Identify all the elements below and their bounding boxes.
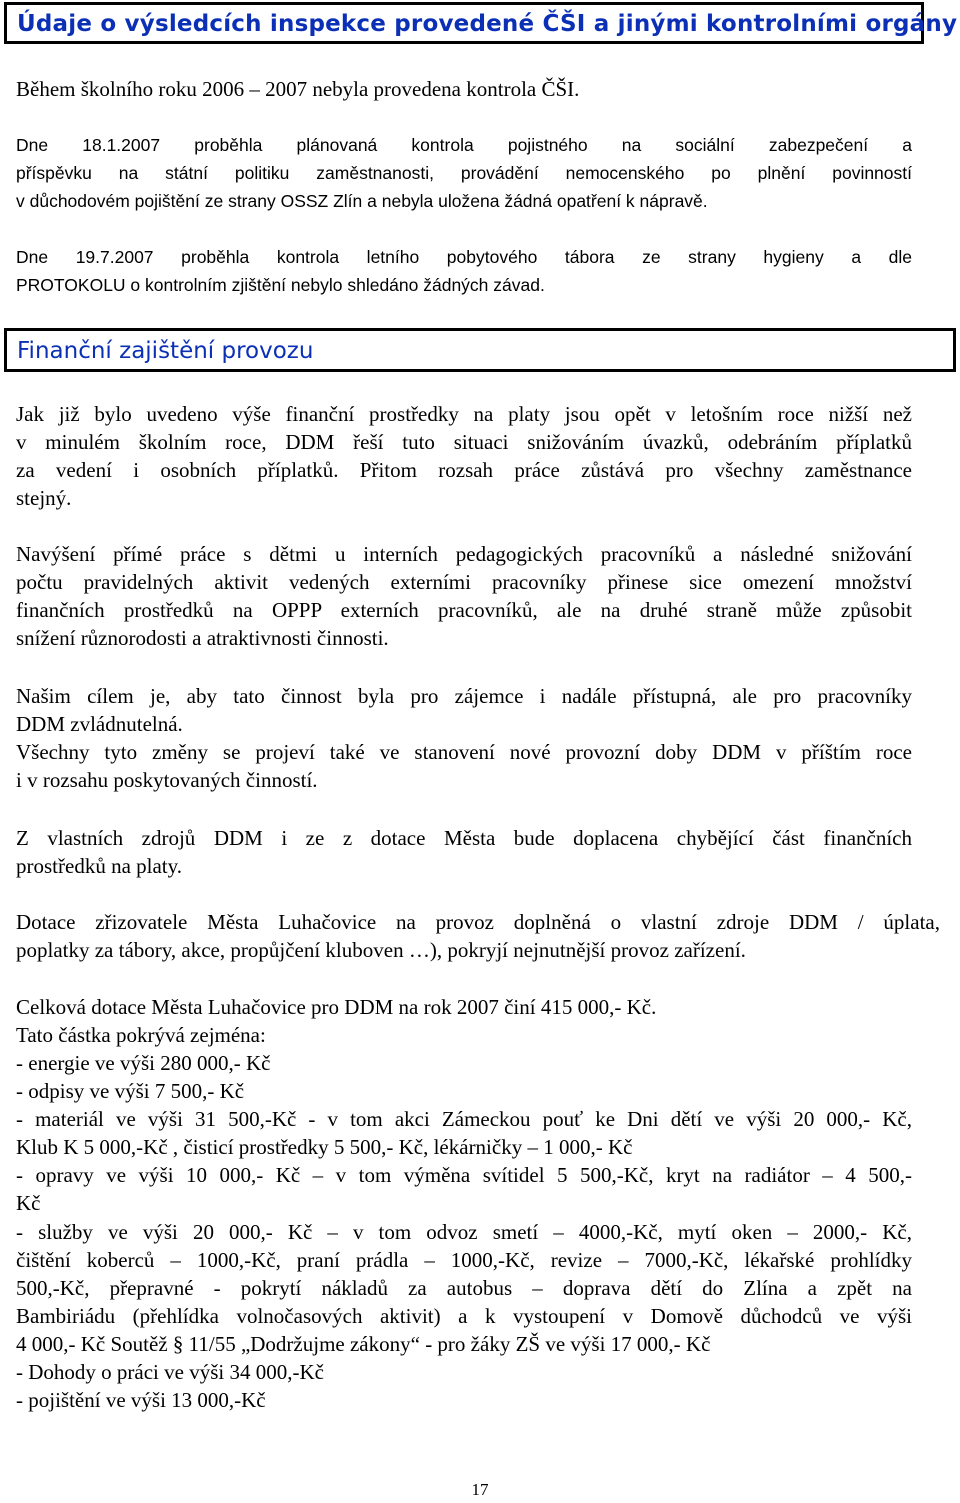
text-line: Tato částka pokrývá zejména: <box>16 1023 266 1047</box>
page-number: 17 <box>471 1480 489 1499</box>
text-line: Jak již bylo uvedeno výše finanční prostředky na platy jsou opět v letošním roce nižší než <box>16 402 912 426</box>
list-item: - energie ve výši 280 000,- Kč <box>16 1051 271 1075</box>
list-item: - materiál ve výši 31 500,-Kč - v tom akci Zámeckou pouť ke Dni dětí ve výši 20 000,- Kč, <box>16 1107 912 1131</box>
text-line: Celková dotace Města Luhačovice pro DDM na rok 2007 činí 415 000,- Kč. <box>16 995 657 1019</box>
text-line: poplatky za tábory, akce, propůjčení kluboven …), pokryjí nejnutnější provoz zařízení. <box>16 938 746 962</box>
text-line: i v rozsahu poskytovaných činností. <box>16 768 318 792</box>
no-inspection-text: Během školního roku 2006 – 2007 nebyla provedena kontrola ČŠI. <box>16 77 580 101</box>
text-line: DDM zvládnutelná. <box>16 712 183 736</box>
text-line: Kč <box>16 1191 41 1215</box>
text-line: Bambiriádu (přehlídka volnočasových aktivit) a k vystoupení v Domově důchodců ve výši <box>16 1304 912 1328</box>
text-line: snížení různorodosti a atraktivnosti činnosti. <box>16 626 389 650</box>
text-line: finančních prostředků na OPPP externích pracovníků, ale na druhé straně může způsobit <box>16 598 912 622</box>
text-line: Navýšení přímé práce s dětmi u interních pedagogických pracovníků a následné snižování <box>16 542 912 566</box>
text-line: čištění koberců – 1000,-Kč, praní prádla – 1000,-Kč, revize – 7000,-Kč, lékařské prohlídky <box>16 1248 912 1272</box>
text-line: stejný. <box>16 486 72 510</box>
text-line: za vedení i osobních příplatků. Přitom rozsah práce zůstává pro všechny zaměstnance <box>16 458 912 482</box>
text-line: 4 000,- Kč Soutěž § 11/55 „Dodržujme zákony“ - pro žáky ZŠ ve výši 17 000,- Kč <box>16 1332 711 1356</box>
text-line: Z vlastních zdrojů DDM i ze z dotace Města bude doplacena chybějící část finančních <box>16 826 912 850</box>
list-item: - pojištění ve výši 13 000,-Kč <box>16 1388 266 1412</box>
list-item: - odpisy ve výši 7 500,- Kč <box>16 1079 245 1103</box>
text-line: prostředků na platy. <box>16 854 183 878</box>
text-line: PROTOKOLU o kontrolním zjištění nebylo shledáno žádných závad. <box>16 275 545 295</box>
text-line: Dne 18.1.2007 proběhla plánovaná kontrola pojistného na sociální zabezpečení a <box>16 135 912 155</box>
text-line: počtu pravidelných aktivit vedených externími pracovníky přinese sice omezení množství <box>16 570 912 594</box>
finance-heading: Finanční zajištění provozu <box>4 328 956 372</box>
text-line: v důchodovém pojištění ze strany OSSZ Zlín a nebyla uložena žádná opatření k nápravě. <box>16 191 708 211</box>
text-line: v minulém školním roce, DDM řeší tuto situaci snižováním úvazků, odebráním příplatků <box>16 430 912 454</box>
list-item: - Dohody o práci ve výši 34 000,-Kč <box>16 1360 324 1384</box>
text-line: Všechny tyto změny se projeví také ve stanovení nové provozní doby DDM v příštím roce <box>16 740 912 764</box>
text-line: 500,-Kč, přepravné - pokrytí nákladů za autobus – doprava dětí do Zlína a zpět na <box>16 1276 912 1300</box>
inspection-heading: Údaje o výsledcích inspekce provedené ČŠI a jinými kontrolními orgány <box>4 2 924 44</box>
text-line: příspěvku na státní politiku zaměstnanosti, provádění nemocenského po plnění povinností <box>16 163 912 183</box>
text-line: Klub K 5 000,-Kč , čisticí prostředky 5 500,- Kč, lékárničky – 1 000,- Kč <box>16 1135 633 1159</box>
list-item: - služby ve výši 20 000,- Kč – v tom odvoz smetí – 4000,-Kč, mytí oken – 2000,- Kč, <box>16 1220 912 1244</box>
text-line: Našim cílem je, aby tato činnost byla pro zájemce i nadále přístupná, ale pro pracovníky <box>16 684 912 708</box>
text-line: Dotace zřizovatele Města Luhačovice na provoz doplněná o vlastní zdroje DDM / úplata, <box>16 910 940 934</box>
text-line: Dne 19.7.2007 proběhla kontrola letního pobytového tábora ze strany hygieny a dle <box>16 247 912 267</box>
list-item: - opravy ve výši 10 000,- Kč – v tom výměna svítidel 5 500,-Kč, kryt na radiátor – 4 500,- <box>16 1163 912 1187</box>
